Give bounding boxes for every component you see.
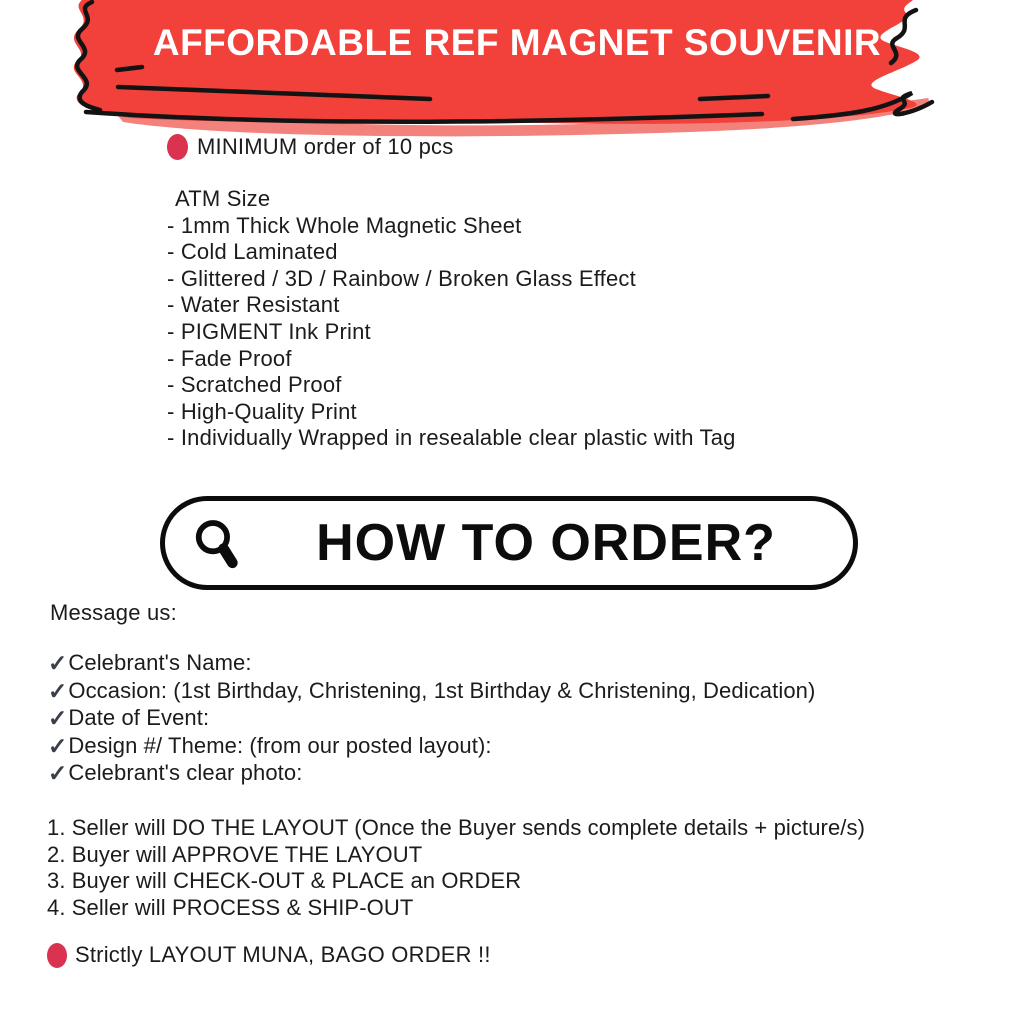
final-note (47, 942, 491, 968)
feature-item: - Cold Laminated (167, 239, 338, 265)
order-step: 1. Seller will DO THE LAYOUT (Once the Buyer sends complete details + picture/s) (47, 815, 866, 840)
red-dot-icon (167, 134, 188, 160)
checklist-item-text: Celebrant's Name: (68, 650, 252, 675)
checklist-item-text: Design #/ Theme: (from our posted layout): (68, 732, 492, 758)
order-step: 3. Buyer will CHECK-OUT & PLACE an ORDER (47, 868, 522, 894)
how-to-order-label: HOW TO ORDER? (316, 514, 776, 572)
checklist-item (48, 649, 815, 677)
check-icon: ✓ (48, 677, 68, 704)
check-icon: ✓ (48, 760, 68, 786)
feature-item: - 1mm Thick Whole Magnetic Sheet (167, 212, 522, 238)
minimum-order-text: MINIMUM order of 10 pcs (197, 134, 454, 159)
feature-item: - Water Resistant (167, 292, 340, 318)
scribble-dash-right (700, 96, 768, 99)
message-heading: Message us: (50, 600, 177, 625)
feature-item: - High-Quality Print (167, 398, 357, 424)
checklist-item (48, 759, 815, 787)
check-icon: ✓ (48, 705, 68, 731)
order-step: 2. Buyer will APPROVE THE LAYOUT (47, 841, 423, 867)
checklist-item-text: Celebrant's clear photo: (68, 760, 303, 785)
order-step: 4. Seller will PROCESS & SHIP-OUT (47, 894, 414, 920)
order-steps-section (47, 815, 865, 921)
how-to-order-searchbar (160, 496, 858, 590)
scribble-dash-left (117, 67, 142, 70)
feature-item: - Individually Wrapped in resealable clear plastic with Tag (167, 425, 736, 451)
checklist-item (48, 677, 815, 705)
checklist-item (48, 704, 815, 732)
check-icon: ✓ (48, 650, 68, 676)
feature-item: - Glittered / 3D / Rainbow / Broken Glass Effect (167, 265, 636, 291)
search-icon (189, 515, 251, 577)
feature-item: - Fade Proof (167, 345, 292, 371)
feature-item: - Scratched Proof (167, 372, 342, 398)
check-icon: ✓ (48, 732, 68, 759)
minimum-order-note (167, 134, 453, 160)
final-note-text: Strictly LAYOUT MUNA, BAGO ORDER !! (75, 942, 491, 967)
banner-title: AFFORDABLE REF MAGNET SOUVENIR (152, 22, 882, 63)
red-dot-icon (47, 943, 67, 968)
features-section (167, 186, 736, 452)
message-checklist (48, 649, 815, 787)
checklist-item-text: Date of Event: (68, 705, 210, 730)
feature-item: - PIGMENT Ink Print (167, 318, 371, 344)
features-heading: ATM Size (175, 186, 271, 211)
checklist-item (48, 732, 815, 760)
checklist-item-text: Occasion: (1st Birthday, Christening, 1st Birthday & Christening, Dedication) (68, 677, 816, 703)
